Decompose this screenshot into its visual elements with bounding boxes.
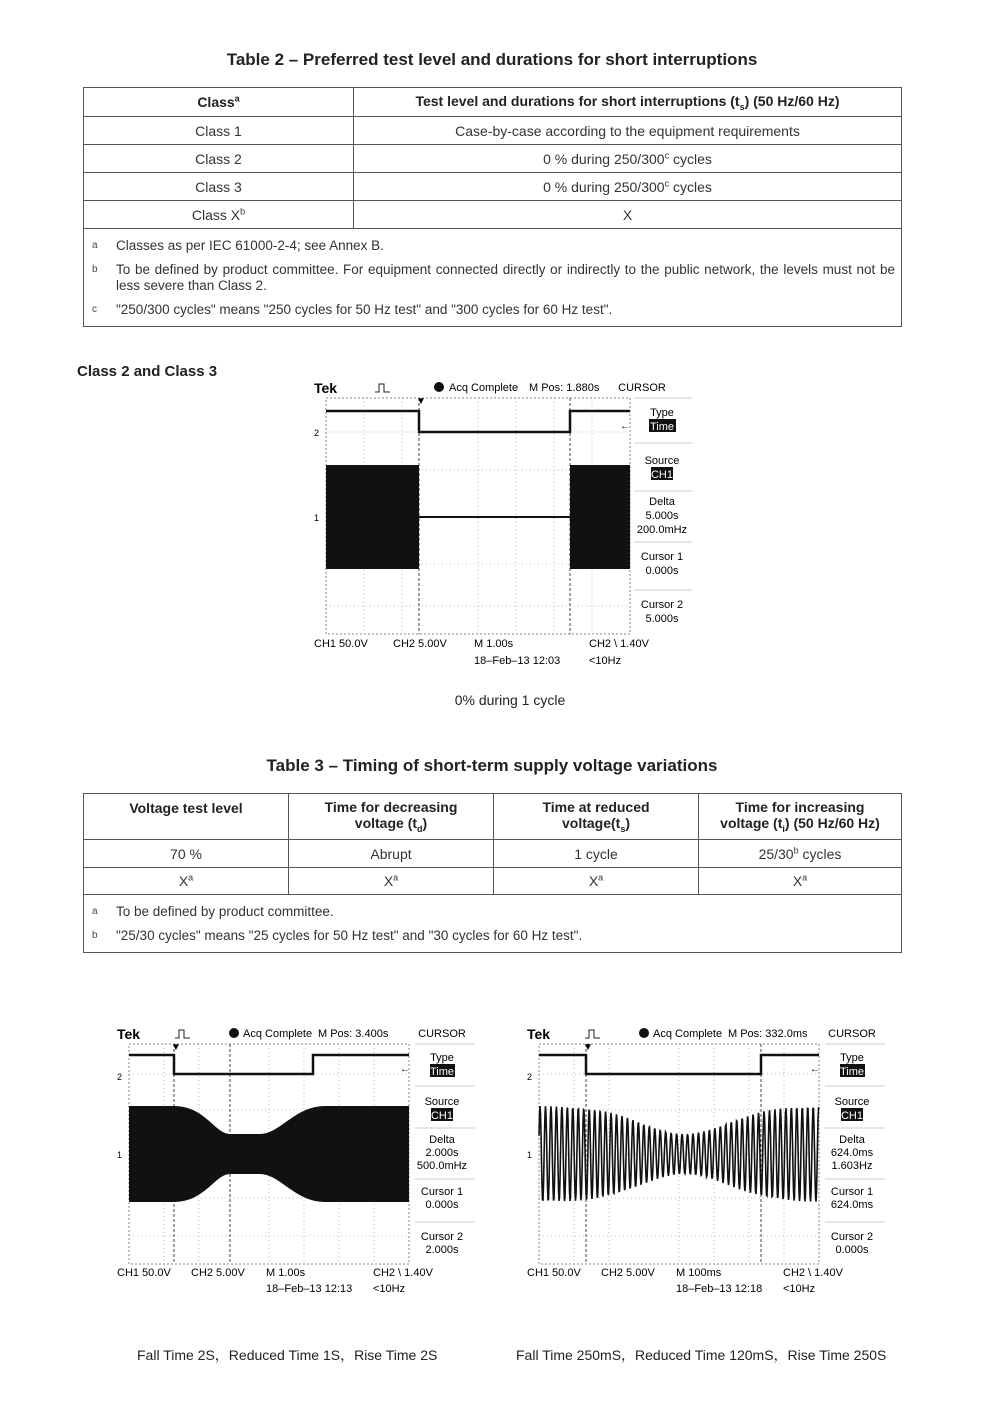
svg-text:Cursor 1: Cursor 1: [830, 1186, 874, 1198]
svg-text:Tek: Tek: [117, 1026, 141, 1042]
svg-text:2.000s: 2.000s: [425, 1244, 459, 1256]
scope1-burst-left: [326, 465, 419, 569]
svg-text:CH2 5.00V: CH2 5.00V: [191, 1267, 245, 1279]
scope1-trigger: CH2 \ 1.40V: [589, 638, 649, 650]
svg-text:0.000s: 0.000s: [425, 1199, 459, 1211]
scope3-display: [525, 1022, 885, 1298]
scope1-ch1-marker: 1: [314, 513, 320, 523]
svg-text:<10Hz: <10Hz: [373, 1283, 406, 1295]
acq-dot-icon: [434, 382, 444, 392]
svg-text:Cursor 2: Cursor 2: [640, 599, 684, 611]
svg-text:CH1: CH1: [430, 1110, 454, 1122]
svg-text:Time: Time: [839, 1066, 865, 1078]
table2-header-level: Test level and durations for short interruptions $(t_s)$ (50 Hz/60 Hz): [354, 88, 902, 117]
table2-title: Table 2 – Preferred test level and durations for short interruptions: [226, 50, 758, 69]
scope1-trigger-level-icon: ←: [620, 421, 630, 432]
svg-text:Source: Source: [834, 1096, 870, 1108]
svg-text:M Pos: 332.0ms: M Pos: 332.0ms: [728, 1028, 808, 1040]
svg-text:0.000s: 0.000s: [645, 565, 679, 577]
svg-text:Time: Time: [429, 1066, 455, 1078]
scope1-ch2-marker: 2: [314, 428, 320, 438]
table-row: Class $X^b$ X: [84, 201, 902, 229]
scope1-brand: Tek: [314, 380, 338, 396]
table-row: Class 3 0 % during 250/300$^c$ cycles: [84, 173, 902, 201]
scope1-ch1-scale: CH1 50.0V: [314, 638, 368, 650]
scope1-cursor-mark-icon: ▼: [416, 396, 426, 407]
scope1-status: Acq Complete: [449, 382, 519, 394]
svg-text:<10Hz: <10Hz: [783, 1283, 816, 1295]
scope1-display: [312, 376, 692, 670]
svg-text:CH1: CH1: [840, 1110, 864, 1122]
table-row: Class 2 0 % during 250/300$^c$ cycles: [84, 145, 902, 173]
svg-text:1: 1: [117, 1150, 123, 1160]
scope2-screenshot: [115, 1022, 475, 1298]
svg-text:CH2 \ 1.40V: CH2 \ 1.40V: [783, 1267, 843, 1279]
svg-text:Acq Complete: Acq Complete: [243, 1028, 313, 1040]
table-row: 70 % Abrupt 1 cycle 25/30$^b$ cycles: [84, 840, 902, 868]
svg-text:CH1: CH1: [650, 469, 674, 481]
caption2: Fall Time 2S，Reduced Time 1S，Rise Time 2S: [137, 1347, 438, 1363]
svg-text:Time: Time: [649, 421, 675, 433]
scope1-burst-right: [570, 465, 630, 569]
svg-text:Cursor 1: Cursor 1: [420, 1186, 464, 1198]
svg-text:500.0mHz: 500.0mHz: [416, 1160, 468, 1172]
scope1-freq: <10Hz: [589, 655, 622, 667]
svg-text:Cursor 2: Cursor 2: [830, 1231, 874, 1243]
section-heading: Class 2 and Class 3: [77, 363, 218, 380]
svg-text:200.0mHz: 200.0mHz: [636, 524, 688, 536]
acq-dot-icon: [639, 1028, 649, 1038]
scope2-cursor-mark-icon: ▼: [171, 1042, 181, 1053]
table2-header-class: Class$^a$: [84, 88, 354, 117]
svg-text:0.000s: 0.000s: [835, 1244, 869, 1256]
svg-text:CH1 50.0V: CH1 50.0V: [527, 1267, 581, 1279]
scope1-menu: [634, 398, 692, 625]
svg-text:Type: Type: [650, 407, 674, 419]
table2: [83, 87, 902, 327]
svg-text:Cursor 2: Cursor 2: [420, 1231, 464, 1243]
svg-text:M 1.00s: M 1.00s: [266, 1267, 306, 1279]
svg-text:Delta: Delta: [839, 1134, 865, 1146]
table2-footnotes: a Classes as per IEC 61000-2-4; see Annex B. b To be defined by product committee. For equipment connected directly or indirectly to the public network, the levels must not be less severe than Class 2. c "250/300 cycles" means "250 cycles for 50 Hz test" and "300 cycles for 60 Hz test".: [84, 229, 902, 327]
svg-text:Type: Type: [840, 1052, 864, 1064]
svg-text:M Pos: 3.400s: M Pos: 3.400s: [318, 1028, 389, 1040]
svg-text:624.0ms: 624.0ms: [830, 1147, 874, 1159]
svg-text:18–Feb–13 12:18: 18–Feb–13 12:18: [676, 1283, 763, 1295]
svg-text:2: 2: [527, 1072, 533, 1082]
svg-text:Acq Complete: Acq Complete: [653, 1028, 723, 1040]
trigger-icon: [175, 1030, 190, 1038]
scope1-mpos: M Pos: 1.880s: [529, 382, 600, 394]
svg-text:2.000s: 2.000s: [425, 1147, 459, 1159]
svg-text:Delta: Delta: [649, 496, 675, 508]
svg-text:CURSOR: CURSOR: [828, 1028, 876, 1040]
svg-text:Delta: Delta: [429, 1134, 455, 1146]
svg-text:Cursor 1: Cursor 1: [640, 551, 684, 563]
trigger-icon: [585, 1030, 600, 1038]
svg-text:624.0ms: 624.0ms: [830, 1199, 874, 1211]
scope1-timebase: M 1.00s: [474, 638, 514, 650]
table3: Voltage test level Time for decreasing voltage $(t_d)$ Time at reduced $voltage(t_s)$ Time for increasing voltage $(t_i)$ (50 Hz/60 Hz) 70 % Abrupt 1 cycle 25/30$^b$ cycles $X^a$ $X^a$ $X^a$ $X^a$ a To be defined by product committee. b "25/30 cycles" means "25 cycles for 50 Hz test" and "30 cycles for 60 Hz test".: [83, 793, 902, 953]
svg-text:Tek: Tek: [527, 1026, 551, 1042]
scope2-trigger-level-icon: ←: [400, 1064, 410, 1075]
table3-footnotes: a To be defined by product committee. b "25/30 cycles" means "25 cycles for 50 Hz test" and "30 cycles for 60 Hz test".: [84, 895, 902, 953]
scope3-trigger-level-icon: ←: [810, 1064, 820, 1075]
table-row: $X^a$ $X^a$ $X^a$ $X^a$: [84, 868, 902, 895]
scope1-date: 18–Feb–13 12:03: [474, 655, 561, 667]
caption3: Fall Time 250mS，Reduced Time 120mS，Rise Time 250S: [516, 1347, 887, 1363]
svg-text:CH2 5.00V: CH2 5.00V: [601, 1267, 655, 1279]
svg-text:1.603Hz: 1.603Hz: [831, 1160, 873, 1172]
svg-text:5.000s: 5.000s: [645, 510, 679, 522]
svg-text:Source: Source: [644, 455, 680, 467]
caption1: 0% during 1 cycle: [454, 692, 566, 708]
svg-text:1: 1: [527, 1150, 533, 1160]
svg-text:M 100ms: M 100ms: [676, 1267, 722, 1279]
svg-text:CH1 50.0V: CH1 50.0V: [117, 1267, 171, 1279]
scope2-display: [115, 1022, 475, 1298]
table-row: Class 1 Case-by-case according to the equipment requirements: [84, 117, 902, 145]
acq-dot-icon: [229, 1028, 239, 1038]
scope1-menu-title: CURSOR: [618, 382, 666, 394]
svg-text:5.000s: 5.000s: [645, 613, 679, 625]
scope1-ch2-scale: CH2 5.00V: [393, 638, 447, 650]
scope3-cursor-mark-icon: ▼: [583, 1042, 593, 1053]
svg-text:2: 2: [117, 1072, 123, 1082]
scope1-screenshot: [312, 376, 692, 670]
svg-text:CURSOR: CURSOR: [418, 1028, 466, 1040]
trigger-icon: [375, 384, 390, 392]
table3-title: Table 3 – Timing of short-term supply voltage variations: [266, 756, 718, 775]
svg-text:CH2 \ 1.40V: CH2 \ 1.40V: [373, 1267, 433, 1279]
svg-text:Source: Source: [424, 1096, 460, 1108]
scope3-screenshot: [525, 1022, 885, 1298]
svg-text:18–Feb–13 12:13: 18–Feb–13 12:13: [266, 1283, 353, 1295]
svg-text:Type: Type: [430, 1052, 454, 1064]
